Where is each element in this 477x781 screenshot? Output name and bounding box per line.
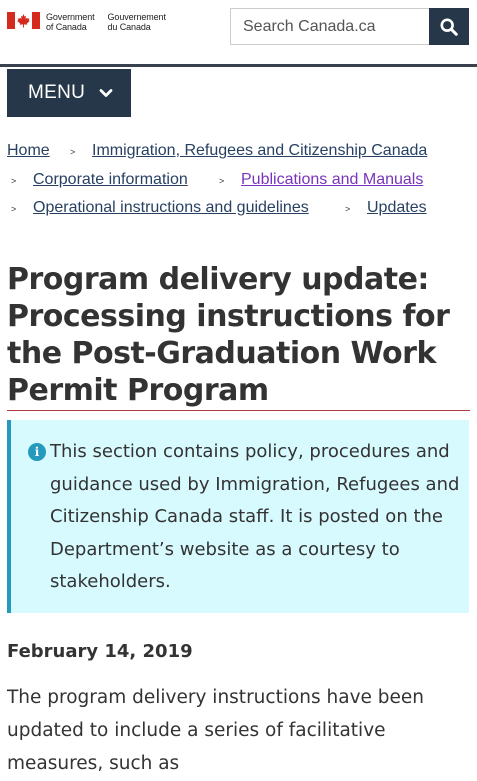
breadcrumb-item-operational-instructions: [33, 199, 309, 217]
breadcrumb-separator: >: [11, 204, 17, 214]
breadcrumb-link-operational-instructions[interactable]: Operational instructions and guidelines: [33, 199, 309, 216]
breadcrumb-item-updates: [367, 199, 427, 217]
info-icon: i: [28, 443, 46, 461]
government-of-canada-logo[interactable]: [7, 12, 179, 32]
signature-fr-line-1: Gouvernement: [107, 12, 166, 22]
signature-en-line-1: Government: [46, 12, 95, 22]
info-alert: [7, 420, 469, 613]
breadcrumb-link-publications-and-manuals[interactable]: Publications and Manuals: [241, 171, 424, 188]
government-signature: [46, 12, 179, 32]
breadcrumb-separator: >: [345, 204, 351, 214]
page-title: Program delivery update: Processing instructions for the Post-Graduation Work Permit Program: [7, 262, 450, 408]
signature-french: [108, 12, 166, 32]
breadcrumb-item-home: [7, 142, 50, 160]
menu-label: MENU: [28, 82, 86, 103]
breadcrumb-link-home[interactable]: Home: [7, 142, 50, 159]
signature-fr-line-2: du Canada: [107, 22, 151, 32]
breadcrumb-item-publications-and-manuals: [241, 171, 423, 189]
canada-flag-icon: [7, 12, 40, 29]
breadcrumb-item-ircc: [92, 142, 427, 160]
menu-button[interactable]: [7, 69, 131, 117]
chevron-down-icon: [99, 88, 113, 98]
header-divider: [0, 64, 477, 67]
breadcrumb-separator: >: [70, 147, 76, 157]
breadcrumb-link-updates[interactable]: Updates: [367, 199, 427, 216]
signature-english: [46, 12, 95, 32]
alert-text: This section contains policy, procedures and guidance used by Immigration, Refugees and Citizenship Canada staff. It is posted on the Department’s website as a courtesy to stakeholders.: [50, 441, 460, 592]
breadcrumb-item-corporate-information: [33, 171, 188, 189]
breadcrumb-separator: >: [219, 176, 225, 186]
publication-date: February 14, 2019: [7, 641, 193, 662]
breadcrumb-link-ircc[interactable]: Immigration, Refugees and Citizenship Canada: [92, 142, 428, 159]
intro-paragraph: The program delivery instructions have been updated to include a series of facilitative measures, such as: [7, 687, 425, 774]
site-search: [230, 8, 469, 45]
search-input[interactable]: [230, 8, 429, 45]
title-underline: [7, 410, 470, 411]
site-header: [0, 0, 477, 64]
breadcrumb-link-corporate-information[interactable]: Corporate information: [33, 171, 188, 188]
signature-en-line-2: of Canada: [46, 22, 87, 32]
breadcrumb-separator: >: [11, 176, 17, 186]
search-button[interactable]: [429, 8, 469, 45]
search-icon: [440, 18, 458, 36]
